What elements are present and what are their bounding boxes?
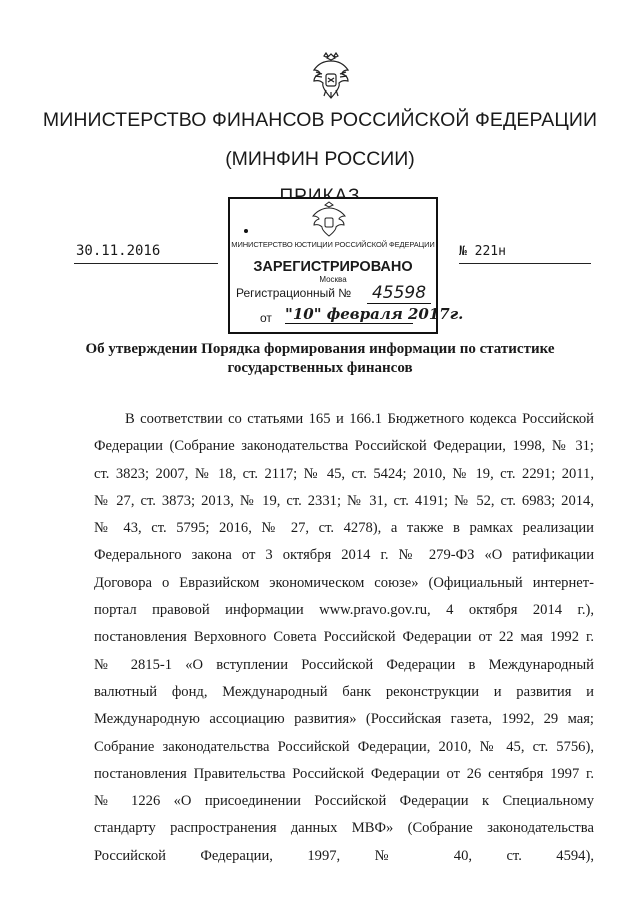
registration-date: "10" февраля 2017г. — [285, 305, 464, 323]
subject-line: Об утверждении Порядка формирования информации по статистике — [85, 341, 555, 357]
stamp-status: ЗАРЕГИСТРИРОВАНО — [253, 259, 413, 275]
body-line: постановления Верховного Совета Российской Федерации от 22 мая 1992 г. — [94, 629, 594, 646]
body-line: Федерального закона от 3 октября 2014 г. № 279-ФЗ «О ратификации — [94, 547, 594, 564]
body-line: № 2815-1 «О вступлении Российской Федерации в Международный — [94, 656, 594, 673]
order-number: № 221н — [459, 244, 506, 259]
order-subject — [0, 340, 640, 378]
registration-number: 45598 — [367, 283, 431, 304]
body-line: стандарту распространения данных МВФ» (Собрание законодательства — [94, 820, 594, 837]
body-line: постановления Правительства Российской Федерации от 26 сентября 1997 г. — [94, 765, 594, 782]
order-date: 30.11.2016 — [76, 243, 161, 259]
coat-of-arms-icon — [310, 52, 352, 102]
body-line: Российской Федерации, 1997, № 40, ст. 4594), — [94, 847, 594, 864]
body-line: № 27, ст. 3873; 2013, № 19, ст. 2331; № 31, ст. 4191; № 52, ст. 6983; 2014, — [94, 492, 594, 509]
body-line: Собрание законодательства Российской Федерации, 2010, № 45, ст. 5756), — [94, 738, 594, 755]
stamp-dot — [244, 229, 248, 233]
order-number-field — [459, 243, 591, 264]
body-line: Договора о Евразийском экономическом союзе» (Официальный интернет- — [94, 574, 594, 591]
body-line: № 1226 «О присоединении Российской Федерации к Специальному — [94, 793, 594, 810]
stamp-city: Москва — [319, 275, 347, 284]
body-line: № 43, ст. 5795; 2016, № 27, ст. 4278), а также в рамках реализации — [94, 520, 594, 537]
body-line: В соответствии со статьями 165 и 166.1 Бюджетного кодекса Российской — [125, 411, 594, 427]
body-line: портал правовой информации www.pravo.gov.ru, 4 октября 2014 г.), — [94, 602, 594, 619]
ministry-abbreviation: (МИНФИН РОССИИ) — [225, 148, 415, 170]
registration-number-label: Регистрационный № — [236, 286, 352, 300]
ministry-name: МИНИСТЕРСТВО ФИНАНСОВ РОССИЙСКОЙ ФЕДЕРАЦИИ — [42, 109, 598, 131]
body-line: ст. 3823; 2007, № 18, ст. 2117; № 45, ст. 5424; 2010, № 19, ст. 2291; 2011, — [94, 465, 594, 482]
body-line: Федерации (Собрание законодательства Российской Федерации, 1998, № 31; — [94, 438, 594, 455]
order-body — [94, 406, 594, 870]
stamp-department: МИНИСТЕРСТВО ЮСТИЦИИ РОССИЙСКОЙ ФЕДЕРАЦИИ — [231, 240, 435, 249]
registration-date-label: от — [260, 311, 272, 325]
body-line: Международную ассоциацию развития» (Российская газета, 1992, 29 мая; — [94, 711, 594, 728]
registration-stamp — [228, 197, 464, 334]
order-date-field — [74, 243, 218, 264]
seal-icon — [308, 201, 350, 237]
subject-line: государственных финансов — [227, 360, 413, 376]
body-line: валютный фонд, Международный банк реконструкции и развития и — [94, 683, 594, 700]
